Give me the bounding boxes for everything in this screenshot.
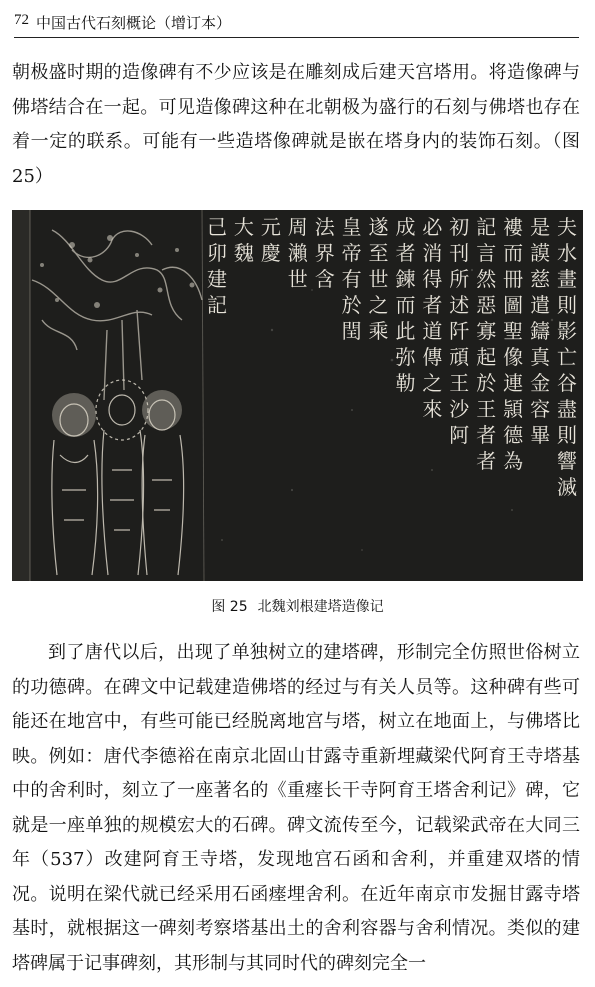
inscription-column: 大魏 <box>233 215 254 265</box>
inscription-column: 元慶 <box>260 215 281 265</box>
inscription-column: 記言然惡寡起於王者者 <box>476 215 497 473</box>
running-header <box>14 10 579 38</box>
inscription-column: 褸而冊圖聖像連頴德為 <box>503 215 524 473</box>
inscription-column: 成者鍊而此弥勒 <box>395 215 416 395</box>
inscription-column: 遂至世之乘 <box>368 215 389 343</box>
inscription-column: 己卯建記 <box>207 215 227 317</box>
inscription-column: 夫水畫則影亡谷盡則響滅 <box>557 215 577 499</box>
inscription-column: 周瀨世 <box>287 215 308 291</box>
figure-caption <box>0 596 595 616</box>
figure-label: 图 25 <box>211 599 248 615</box>
rubbing-background <box>12 210 583 581</box>
figure-caption-text: 北魏刘根建塔造像记 <box>257 599 384 615</box>
body-paragraph: 朝极盛时期的造像碑有不少应该是在雕刻成后建天宫塔用。将造像碑与佛塔结合在一起。可见造像碑这种在北朝极为盛行的石刻与佛塔也存在着一定的联系。可能有一些造塔像碑就是嵌在塔身内的装饰石刻。（图 25） <box>12 62 580 187</box>
inscription-column: 初刊所述阡頑王沙阿 <box>449 215 470 447</box>
body-paragraph: 到了唐代以后，出现了单独树立的建塔碑，形制完全仿照世俗树立的功德碑。在碑文中记载建造佛塔的经过与有关人员等。这种碑有些可能还在地宫中，有些可能已经脱离地宫与塔，树立在地面上，与佛塔比映。例如：唐代李德裕在南京北固山甘露寺重新埋藏梁代阿育王寺塔基中的舍利时，刻立了一座著名的《重瘗长干寺阿育王塔舍利记》碑，它就是一座单独的规模宏大的石碑。碑文流传至今，记载梁武帝在大同三年（537）改建阿育王寺塔，发现地宫石函和舍利，并重建双塔的情况。说明在梁代就已经采用石函瘗埋舍利。在近年南京市发掘甘露寺塔基时，就根据这一碑刻考察塔基出土的舍利容器与舍利情况。类似的建塔碑属于记事碑刻，其形制与其同时代的碑刻完全一 <box>12 642 580 974</box>
rubbing-image <box>12 210 583 581</box>
inscription-column: 皇帝有於閏 <box>341 215 362 343</box>
book-title: 中国古代石刻概论（增订本） <box>36 14 232 32</box>
inscription-column: 法界含 <box>314 215 335 291</box>
inscription-column: 是謨慈遣鑄真金容畢 <box>530 215 551 447</box>
page-number: 72 <box>14 12 29 28</box>
inscription-column: 必消得者道傳之來 <box>422 215 443 421</box>
left-border <box>12 210 30 581</box>
